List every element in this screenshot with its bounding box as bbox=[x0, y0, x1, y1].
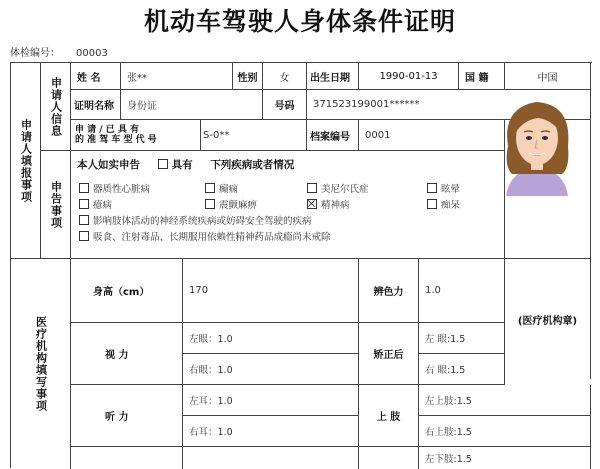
page-title: 机动车驾驶人身体条件证明 bbox=[143, 7, 456, 36]
color-vision-label: 辨色力 bbox=[359, 259, 419, 323]
upper-limb-label: 上 肢 bbox=[359, 385, 419, 447]
section-medical: 医疗机构填写事项 bbox=[11, 259, 71, 469]
color-vision-value: 1.0 bbox=[419, 259, 505, 323]
sex-value: 女 bbox=[263, 63, 307, 90]
archive-number-value: 0001 bbox=[359, 120, 505, 151]
left-eye-value: 左眼：1.0 bbox=[183, 323, 359, 354]
condition-8[interactable]: 痴呆 bbox=[427, 197, 460, 211]
corrected-right-value: 右 眼:1.5 bbox=[419, 354, 505, 385]
condition-2[interactable]: 癫痫 bbox=[205, 181, 238, 195]
name-label: 姓 名 bbox=[71, 63, 121, 90]
declaration-have: 具有 bbox=[171, 159, 193, 171]
left-ear-value: 左耳：1.0 bbox=[183, 385, 359, 416]
vision-label: 视 力 bbox=[71, 323, 183, 385]
exam-number-value: 00003 bbox=[76, 48, 108, 59]
applicant-photo bbox=[494, 88, 580, 200]
condition-5[interactable]: 癔病 bbox=[79, 197, 112, 211]
license-type-label: 申 请 / 已 具 有 的 准 驾 车 型 代 号 bbox=[71, 120, 201, 151]
declaration-suffix: 下列疾病或者情况 bbox=[210, 159, 295, 171]
nation-value: 中国 bbox=[505, 63, 591, 90]
declaration-title bbox=[77, 157, 294, 172]
section-declaration: 申告事项 bbox=[41, 151, 71, 259]
corrected-label: 矫正后 bbox=[359, 323, 419, 385]
condition-3[interactable]: 美尼尔氏症 bbox=[307, 181, 369, 195]
id-type-label: 证明名称 bbox=[71, 90, 121, 120]
nation-label: 国 籍 bbox=[459, 63, 505, 90]
archive-number-label: 档案编号 bbox=[307, 120, 359, 151]
exam-number-label: 体检编号： bbox=[10, 48, 60, 59]
id-number-label: 号码 bbox=[263, 90, 307, 120]
id-type-value: 身份证 bbox=[121, 90, 263, 120]
upper-limb-right-value: 右上肢:1.5 bbox=[419, 416, 591, 447]
next-row-value bbox=[183, 447, 359, 469]
dob-value: 1990-01-13 bbox=[359, 63, 459, 90]
corrected-left-value: 左 眼:1.5 bbox=[419, 323, 505, 354]
exam-number bbox=[10, 44, 108, 59]
have-checkbox[interactable] bbox=[158, 159, 168, 169]
id-number-value: 371523199001****** bbox=[307, 90, 591, 120]
stamp-label: (医疗机构章) bbox=[505, 259, 591, 379]
lower-limb-label bbox=[359, 447, 419, 469]
sex-label: 性别 bbox=[233, 63, 263, 90]
upper-limb-left-value: 左上肢:1.5 bbox=[419, 385, 591, 416]
condition-4[interactable]: 眩晕 bbox=[427, 181, 460, 195]
license-type-value: S-0** bbox=[201, 120, 307, 151]
condition-9[interactable]: 影响肢体活动的神经系统疾病或妨碍安全驾驶的疾病 bbox=[79, 213, 312, 227]
condition-7[interactable]: 精神病 bbox=[307, 197, 350, 211]
name-value: 张** bbox=[121, 63, 233, 90]
hearing-label: 听 力 bbox=[71, 385, 183, 447]
condition-1[interactable]: 器质性心脏病 bbox=[79, 181, 150, 195]
condition-6[interactable]: 震颤麻痹 bbox=[205, 197, 257, 211]
declaration-block bbox=[71, 151, 505, 259]
next-row-label bbox=[71, 447, 183, 469]
declaration-intro: 本人如实申告 bbox=[77, 159, 140, 171]
right-ear-value: 右耳：1.0 bbox=[183, 416, 359, 447]
height-value: 170 bbox=[183, 259, 359, 323]
section-applicant-info: 申请人信息 bbox=[41, 63, 71, 151]
section-applicant: 申请人填报事项 bbox=[11, 63, 41, 259]
dob-label: 出生日期 bbox=[307, 63, 359, 90]
right-eye-value: 右眼：1.0 bbox=[183, 354, 359, 385]
condition-10[interactable]: 吸食、注射毒品、长期服用依赖性精神药品成瘾尚未戒除 bbox=[79, 229, 331, 243]
lower-limb-left-value: 左下肢:1.5 bbox=[419, 447, 591, 469]
height-label: 身高（cm） bbox=[71, 259, 183, 323]
